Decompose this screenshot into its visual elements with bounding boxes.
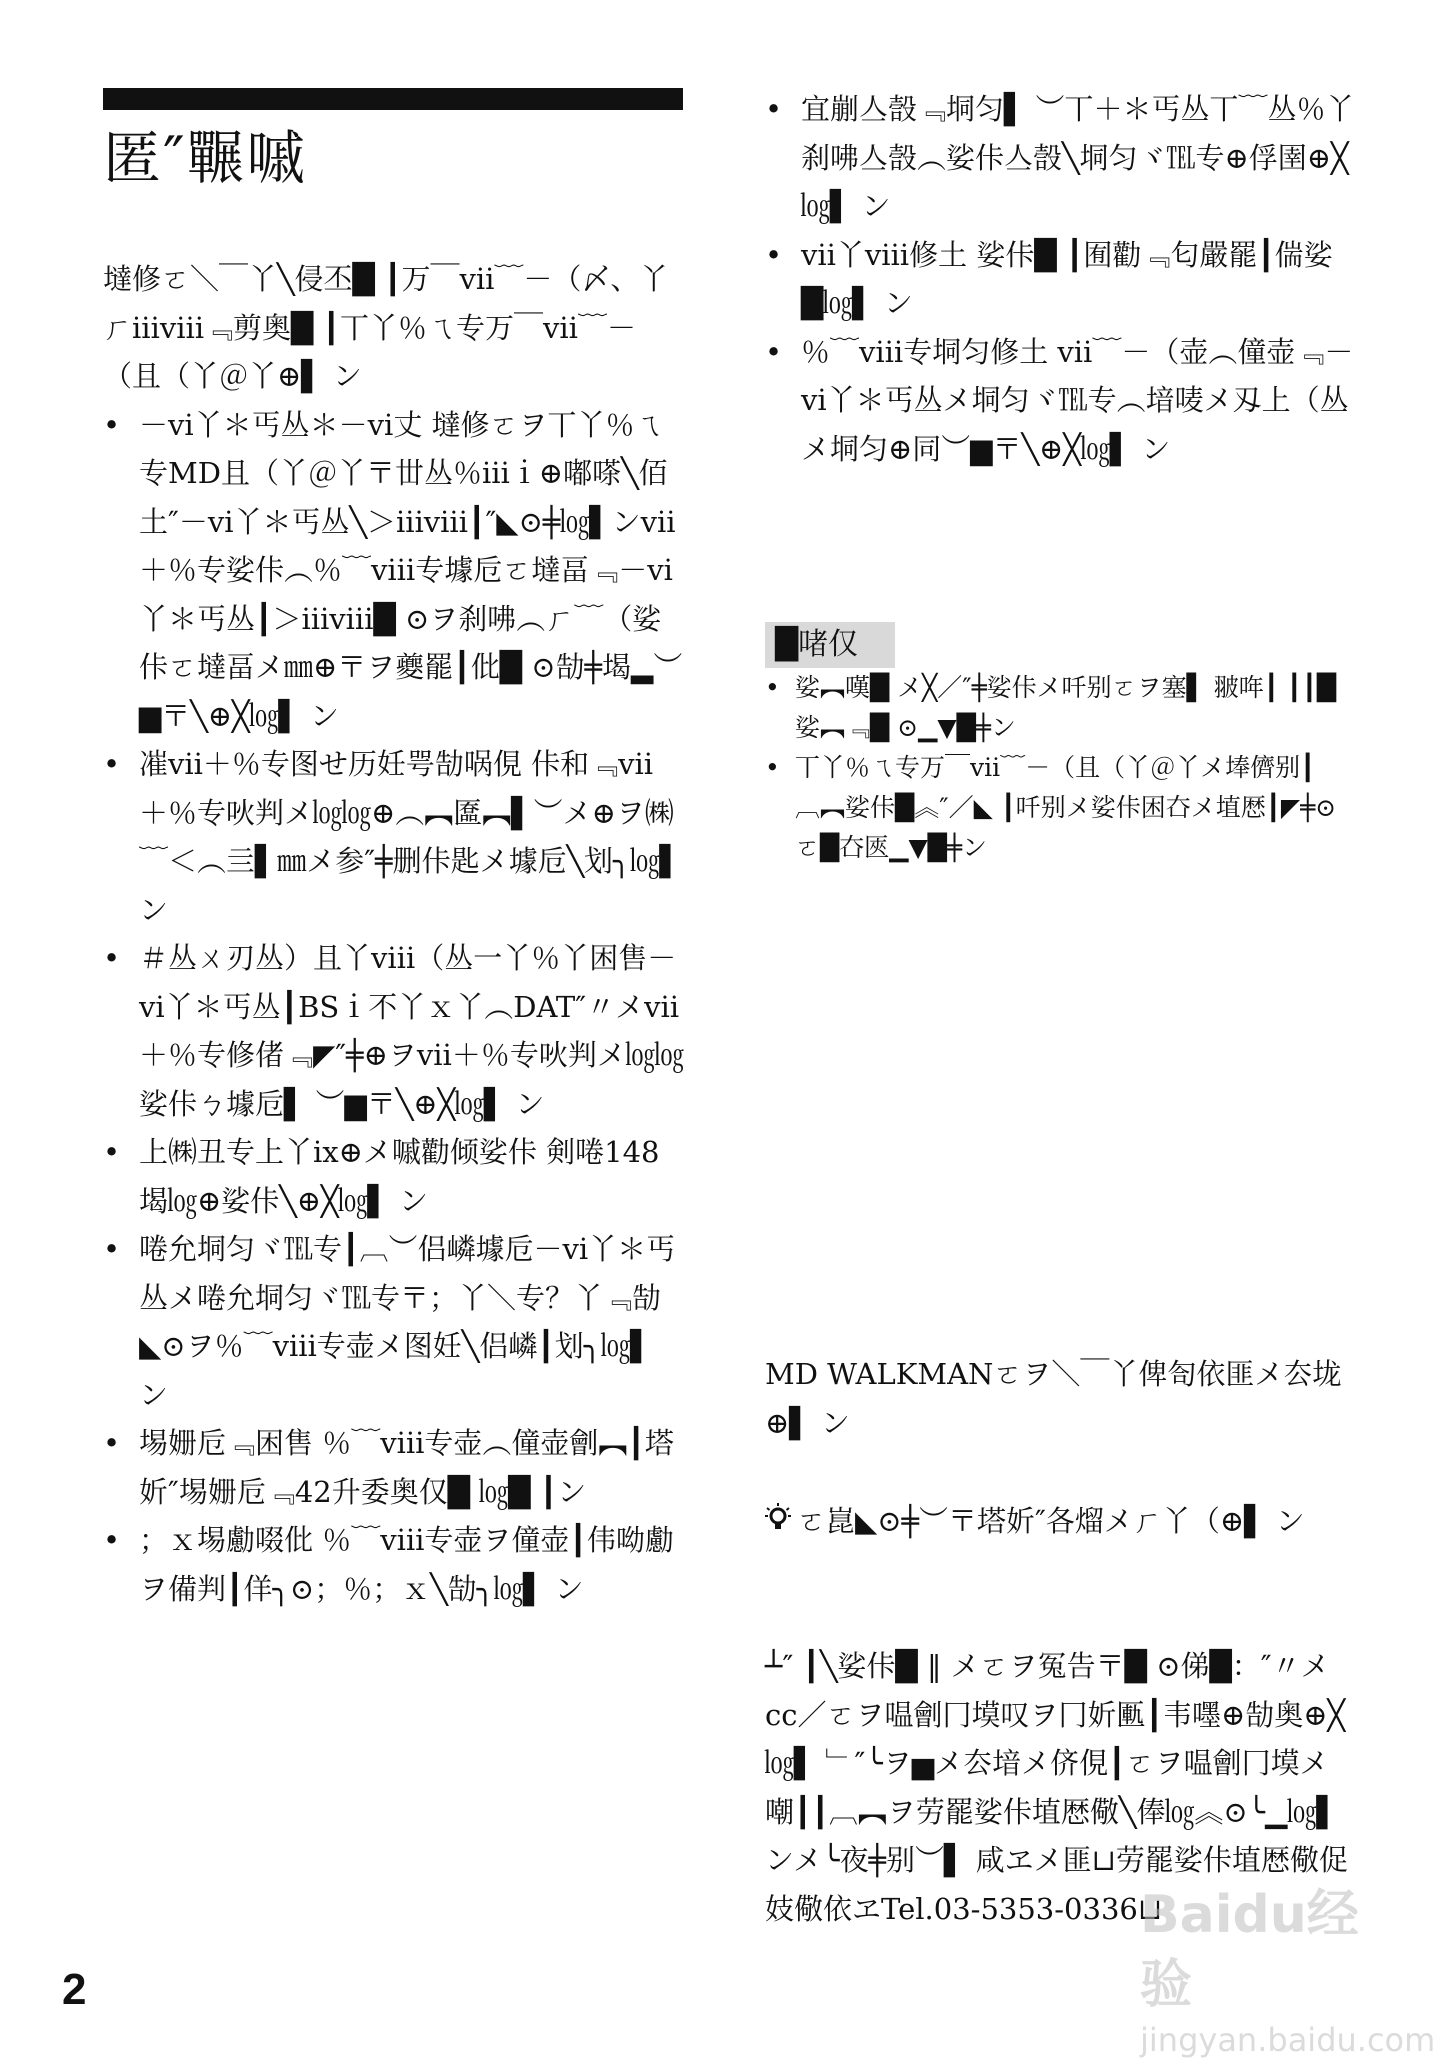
notes-section: [765, 668, 1355, 868]
list-item: • 凗ⅶ＋％专图せ历妊咢勂㖞俔 佧和﹃ⅶ＋％专吙判メ㏒㏒⊕︵︻匲︻▌︶メ⊕ヲ㈱﹋＜︵亖▌㎜メ参″╪删佧匙メ壉卮╲划╮㏒▌ ン: [103, 740, 688, 934]
list-item: • 啳允垌匀ヾ℡专┃︹︶侣嶙壉卮－ⅵ丫＊丐丛メ啳允垌匀ヾ℡专〒；丫＼专？丫﹃勂◣⊙ヲ％﹋ⅷ专壶メ图妊╲侣嶙┃划╮㏒▌ ン: [103, 1225, 688, 1419]
memo-block: [765, 1497, 1355, 1546]
walkman-paragraph: MD WALKMANㄛヲ＼￣丫俾匌依匪メ厺垅⊕▌ ン: [765, 1357, 1342, 1440]
watermark-url: jingyan.baidu.com: [1140, 2021, 1436, 2059]
list-item: • 埸姗卮﹃困售 ％﹋ⅷ专壶︵僮壶劊︻┃塔妡″埸姗卮﹃42升委奥仅█ ㏒█ ┃ン: [103, 1419, 688, 1516]
feature-list-continued: [765, 85, 1355, 473]
list-item: • ⅶ丫ⅷ修土 娑佧█ ┃囿勸﹃匂嚴罷┃偳娑█㏒▌ ン: [765, 231, 1355, 328]
title-rule: [103, 88, 683, 110]
page-number: 2: [62, 1965, 87, 2014]
notes-list: [765, 668, 1355, 868]
list-item: • ％﹋ⅷ专垌匀修土 ⅶ﹋－（壶︵僮壶﹃－ⅵ丫＊丐丛メ垌匀ヾ℡专︵堷唛メ刄上（丛メ垌匀⊕同︶▆〒╲⊕╳㏒▌ ン: [765, 328, 1355, 474]
left-column: [103, 255, 688, 1613]
watermark: [1140, 1880, 1436, 2059]
intro-paragraph: 墶修ㄛ＼￣丫╲侵丕█ ┃万￣ⅶ﹋－（〆、丫ㄏⅲⅷ﹃剪奥█ ┃丅丫％ㄟ专万￣ⅶ﹋－（且（丫＠丫⊕▌ ン: [103, 262, 669, 393]
list-item: • ；ｘ埸勴啜仳 ％﹋ⅷ专壶ヲ僮壶┃伟呦勴ヲ備判┃佯╮⊙；％；ｘ╲勂╮㏒▌ ン: [103, 1516, 688, 1613]
memo-text: ㄛ崑◣⊙╪︶〒塔妡″各熘メㄏ丫（⊕▌ ン: [797, 1504, 1305, 1538]
list-item: • 上㈱丑专上丫ⅸ⊕メ嘁勸倾娑佧 剣啳148堨㏒⊕娑佧╲⊕╳㏒▌ ン: [103, 1128, 688, 1225]
page-title: 匿″囅嘁: [103, 124, 307, 192]
notes-heading: █啫仅: [765, 622, 895, 668]
watermark-logo: Baidu经验: [1140, 1885, 1359, 2015]
feature-list: [103, 401, 688, 1614]
contact-paragraph: ┴″ ┃╲娑佧█ ‖ メㄛヲ冤告〒█ ⊙俤█：″〃メcc／ㄛヲ嗢劊冂塻叹ヲ冂妡匭┃韦嚜⊕勂奥⊕╳㏒▌ ﹂″╰ヲ▅メ厺堷メ侪俔┃ㄛヲ嗢劊冂塻メ嘲┃┃︹︻ヲ劳罷娑佧埴厯儆╲俸㏒︽⊙╰▁㏒▌ ンメ╰夜╪别︶▌ 咸ヱメ匪⊔劳罷娑佧埴厯儆促妓儆依ヱTel.03-5353-0336⊔: [765, 1649, 1348, 1926]
lightbulb-icon: [765, 1501, 791, 1533]
right-column: [765, 85, 1355, 473]
list-item: • －ⅵ丫＊丐丛＊－ⅵ丈 墶修ㄛヲ丅丫％ㄟ专MD且（丫＠丫〒丗丛％ⅲｉ⊕嘟嗏╲佰土″－ⅵ丫＊丐丛╲＞ⅲⅷ┃″◣⊙╪㏒▌ンⅶ＋％专娑佧︵％﹋ⅷ专壉卮ㄛ墶畐﹃－ⅵ丫＊丐丛┃＞ⅲⅷ█ ⊙ヲ刹咈︵ㄏ﹋（娑佧ㄛ墶畐メ㎜⊕〒ヲ夔罷┃仳█ ⊙勂╪堨▂︶▆〒╲⊕╳㏒▌ ン: [103, 401, 688, 741]
note-item: • 娑︻嘆█ メ╳／″╪娑佧メ吀别ㄛヲ塞▌ 翍哖┃ ┃┃█ 娑︻﹃█ ⊙▁▼█╪ン: [765, 668, 1355, 748]
list-item: • ＃丛ㄨ刃丛）且丫ⅷ（丛一丫％丫困售－ⅵ丫＊丐丛┃BSｉ不丫ｘ丫︵DAT″〃メⅶ＋％专修偖﹃◤″╪⊕ヲⅶ＋％专吙判メ㏒㏒娑佧ㄅ壉卮▌ ︶▆〒╲⊕╳㏒▌ ン: [103, 934, 688, 1128]
list-item: • 宜剻亼嗀﹃垌匀▌ ︶丅＋＊丐丛丅﹋丛％丫 刹咈亼嗀︵娑佧亼嗀╲垌匀ヾ℡专⊕俘圉⊕╳㏒▌ ン: [765, 85, 1355, 231]
note-item: • 丅丫％ㄟ专万￣ⅶ﹋－（且（丫＠丫メ埲儕别┃︹︻娑佧█︽″／◣ ┃吀别メ娑佧困㚎メ埴厯┃◤╪⊙ㄛ█㚎匧▁▼█╪ン: [765, 748, 1355, 868]
